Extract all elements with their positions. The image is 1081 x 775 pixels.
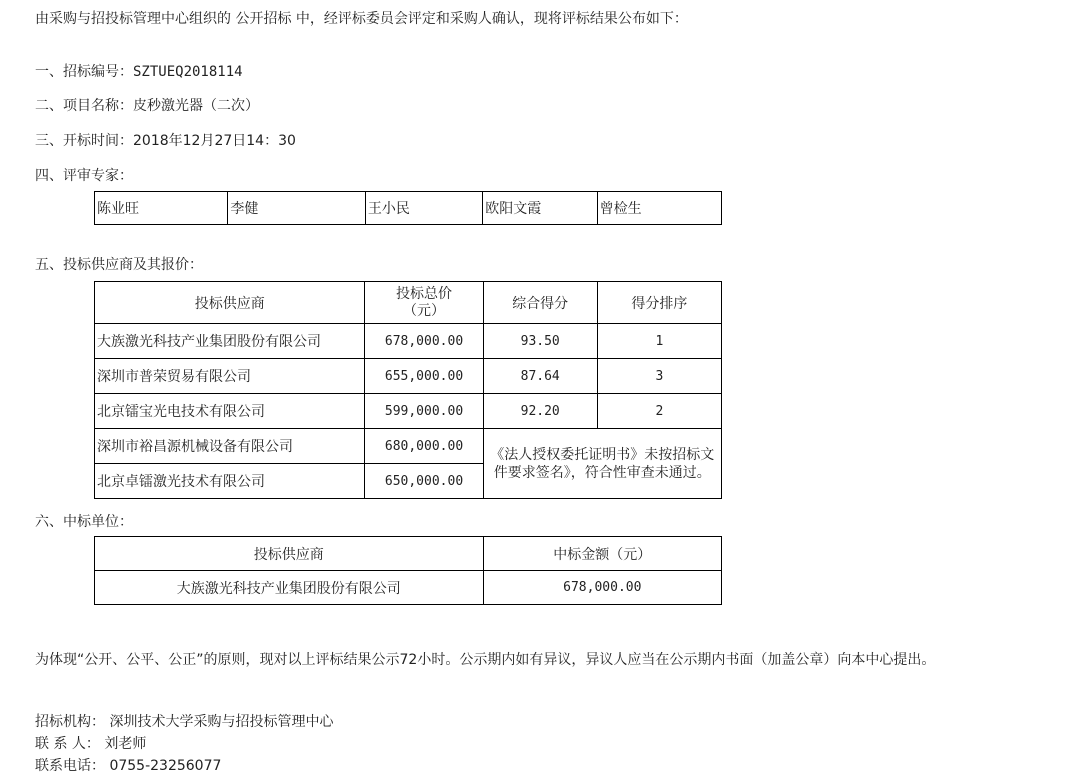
- suppliers-heading: 五、投标供应商及其报价：: [35, 257, 203, 273]
- winner-header-amount: 中标金额（元）: [483, 537, 721, 571]
- bid-score: 87.64: [483, 359, 597, 394]
- bid-number-line: [35, 61, 243, 81]
- bid-score: 93.50: [483, 324, 597, 359]
- supplier-name: 北京镭宝光电技术有限公司: [95, 394, 365, 429]
- invalid-note: 《法人授权委托证明书》未按招标文件要求签名》，符合性审查未通过。: [483, 429, 721, 499]
- bid-rank: 1: [597, 324, 721, 359]
- contact-person-label: 联 系 人：: [35, 736, 100, 752]
- bid-score: 92.20: [483, 394, 597, 429]
- bids-table: [94, 281, 722, 499]
- expert-name: 陈业旺: [95, 192, 228, 225]
- table-row: [95, 571, 722, 605]
- agency-label: 招标机构：: [35, 714, 105, 730]
- bid-rank: 3: [597, 359, 721, 394]
- notice-text: 为体现“公开、公平、公正”的原则，现对以上评标结果公示72小时。公示期内如有异议，异议人应当在公示期内书面（加盖公章）向本中心提出。: [35, 652, 936, 668]
- header-score: 综合得分: [483, 282, 597, 324]
- winner-header-supplier: 投标供应商: [95, 537, 484, 571]
- table-row: [95, 324, 722, 359]
- experts-table: [94, 191, 722, 225]
- experts-heading: 四、评审专家：: [35, 168, 133, 184]
- bid-price: 650,000.00: [365, 464, 483, 499]
- expert-name: 王小民: [365, 192, 482, 225]
- bid-number-value: SZTUEQ2018114: [133, 64, 243, 80]
- expert-name: 李健: [228, 192, 365, 225]
- supplier-name: 北京卓镭激光技术有限公司: [95, 464, 365, 499]
- open-time-label: 三、开标时间：: [35, 133, 133, 149]
- contact-person-line: [35, 733, 146, 753]
- bid-price: 599,000.00: [365, 394, 483, 429]
- contact-person-value: 刘老师: [104, 736, 147, 752]
- bid-price: 680,000.00: [365, 429, 483, 464]
- supplier-name: 大族激光科技产业集团股份有限公司: [95, 324, 365, 359]
- supplier-name: 深圳市裕昌源机械设备有限公司: [95, 429, 365, 464]
- project-name-label: 二、项目名称：: [35, 98, 133, 114]
- supplier-name: 深圳市普荣贸易有限公司: [95, 359, 365, 394]
- project-name-line: [35, 95, 259, 115]
- bid-number-label: 一、招标编号：: [35, 64, 133, 80]
- header-rank: 得分排序: [597, 282, 721, 324]
- bid-price: 655,000.00: [365, 359, 483, 394]
- expert-name: 欧阳文霞: [483, 192, 597, 225]
- winner-supplier: 大族激光科技产业集团股份有限公司: [95, 571, 484, 605]
- header-price: 投标总价 （元）: [365, 282, 483, 324]
- table-row: [95, 394, 722, 429]
- phone-line: [35, 755, 221, 775]
- winner-amount: 678,000.00: [483, 571, 721, 605]
- winner-table: [94, 536, 722, 605]
- expert-name: 曾检生: [597, 192, 721, 225]
- agency-value: 深圳技术大学采购与招投标管理中心: [109, 714, 334, 730]
- intro-text: 由采购与招投标管理中心组织的 公开招标 中，经评标委员会评定和采购人确认，现将评标结果公布如下：: [35, 11, 688, 27]
- bid-price: 678,000.00: [365, 324, 483, 359]
- bid-rank: 2: [597, 394, 721, 429]
- project-name-value: 皮秒激光器（二次）: [133, 98, 259, 114]
- open-time-line: [35, 130, 296, 150]
- table-row: [95, 359, 722, 394]
- phone-value: 0755-23256077: [109, 758, 222, 774]
- bids-header-row: [95, 282, 722, 324]
- phone-label: 联系电话：: [35, 758, 105, 774]
- experts-row: [95, 192, 722, 225]
- agency-line: [35, 711, 333, 731]
- table-row: [95, 429, 722, 464]
- winner-heading: 六、中标单位：: [35, 514, 133, 530]
- header-supplier: 投标供应商: [95, 282, 365, 324]
- open-time-value: 2018年12月27日14：30: [133, 133, 296, 149]
- winner-header-row: [95, 537, 722, 571]
